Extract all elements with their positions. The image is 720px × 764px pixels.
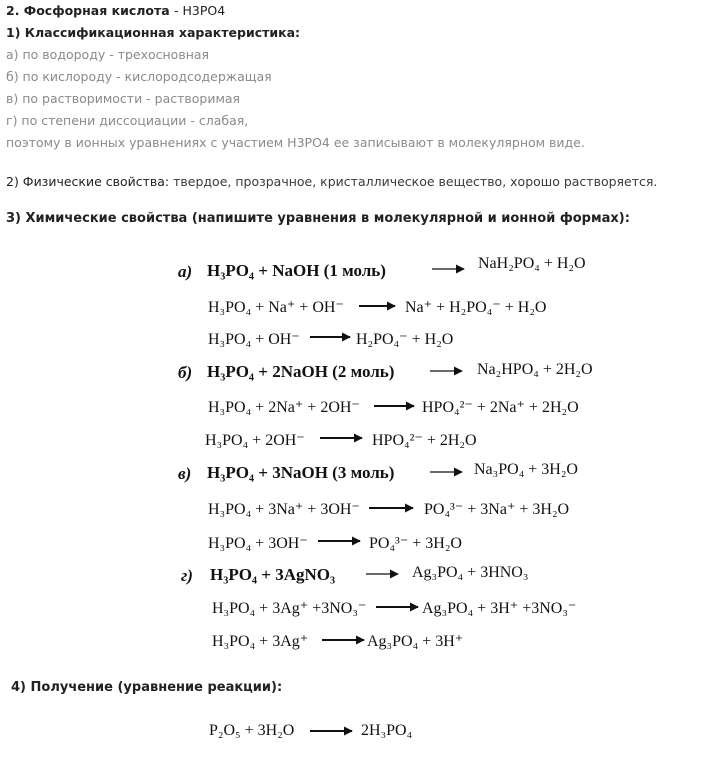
classification-note: поэтому в ионных уравнениях с участием H3PO4 ее записывают в молекулярном виде. <box>6 135 585 150</box>
reaction-d-molecular-arrow <box>364 567 400 581</box>
reaction-d-ionic-short-right: Ag₃PO₄ + 3H⁺ <box>367 633 464 650</box>
reaction-d-ionic-full-left: H₃PO₄ + 3Ag⁺ +3NO₃⁻ <box>212 600 367 617</box>
reaction-a-ionic-full-left: H₃PO₄ + Na⁺ + OH⁻ <box>208 299 344 316</box>
reaction-c-label: в) <box>178 464 192 483</box>
reaction-a-ionic-full-arrow <box>357 299 397 313</box>
reaction-c-molecular-right: Na₃PO₄ + 3H₂O <box>474 461 578 478</box>
reaction-a-label: а) <box>178 262 193 281</box>
classification-item-dissociation: г) по степени диссоциации - слабая, <box>6 113 249 128</box>
reaction-a-molecular-right: NaH₂PO₄ + H₂O <box>478 255 586 272</box>
reaction-c-molecular-arrow <box>428 465 464 479</box>
reaction-b-ionic-short-arrow <box>318 431 364 445</box>
section-title: 2. Фосфорная кислота <box>6 3 170 18</box>
reaction-d-molecular-right: Ag₃PO₄ + 3HNO₃ <box>412 564 529 581</box>
preparation-heading: 4) Получение (уравнение реакции): <box>11 680 283 695</box>
reaction-a-molecular-left: H₃PO₄ + NaOH (1 моль) <box>207 261 386 280</box>
reaction-c-ionic-short-arrow <box>316 534 362 548</box>
reaction-a-molecular-arrow <box>430 262 466 276</box>
classification-heading: 1) Классификационная характеристика: <box>6 25 301 40</box>
reaction-c-ionic-full-arrow <box>367 501 415 515</box>
reaction-b-molecular-arrow <box>428 364 464 378</box>
preparation-right: 2H₃PO₄ <box>361 722 413 739</box>
reaction-c-ionic-full-right: PO₄³⁻ + 3Na⁺ + 3H₂O <box>424 501 570 518</box>
chemical-heading: 3) Химические свойства (напишите уравнения в молекулярной и ионной формах): <box>6 211 630 226</box>
reaction-c-molecular-left: H₃PO₄ + 3NaOH (3 моль) <box>207 463 395 482</box>
reaction-d-ionic-full-right: Ag₃PO₄ + 3H⁺ +3NO₃⁻ <box>422 600 577 617</box>
preparation-left: P₂O₅ + 3H₂O <box>209 722 295 739</box>
reaction-b-ionic-full-left: H₃PO₄ + 2Na⁺ + 2OH⁻ <box>208 399 360 416</box>
physical-text: твердое, прозрачное, кристаллическое вещество, хорошо растворяется. <box>173 174 658 189</box>
reaction-b-ionic-short-right: HPO₄²⁻ + 2H₂O <box>372 432 477 449</box>
reaction-c-ionic-short-left: H₃PO₄ + 3OH⁻ <box>208 535 308 552</box>
reaction-d-ionic-full-arrow <box>374 600 420 614</box>
reaction-a-ionic-full-right: Na⁺ + H₂PO₄⁻ + H₂O <box>405 299 547 316</box>
reaction-b-ionic-full-arrow <box>372 399 416 413</box>
reaction-a-ionic-short-right: H₂PO₄⁻ + H₂O <box>356 331 454 348</box>
preparation-arrow <box>308 724 354 738</box>
classification-item-solubility: в) по растворимости - растворимая <box>6 91 241 106</box>
classification-item-hydrogen: а) по водороду - трехосновная <box>6 47 210 62</box>
reaction-d-molecular-left: H₃PO₄ + 3AgNO₃ <box>210 565 336 584</box>
reaction-a-ionic-short-left: H₃PO₄ + OH⁻ <box>208 331 300 348</box>
physical-label: 2) Физические свойства: <box>6 174 170 189</box>
section-formula: - H3PO4 <box>174 3 226 18</box>
reaction-c-ionic-full-left: H₃PO₄ + 3Na⁺ + 3OH⁻ <box>208 501 360 518</box>
classification-item-oxygen: б) по кислороду - кислородсодержащая <box>6 69 272 84</box>
reaction-b-molecular-left: H₃PO₄ + 2NaOH (2 моль) <box>207 362 395 381</box>
reaction-c-ionic-short-right: PO₄³⁻ + 3H₂O <box>369 535 462 552</box>
reaction-d-ionic-short-left: H₃PO₄ + 3Ag⁺ <box>212 633 309 650</box>
reaction-b-label: б) <box>178 363 193 382</box>
reaction-a-ionic-short-arrow <box>308 330 352 344</box>
reaction-d-label: г) <box>181 566 193 585</box>
reaction-b-molecular-right: Na₂HPO₄ + 2H₂O <box>477 361 593 378</box>
reaction-b-ionic-short-left: H₃PO₄ + 2OH⁻ <box>205 432 305 449</box>
reaction-d-ionic-short-arrow <box>320 633 366 647</box>
reaction-b-ionic-full-right: HPO₄²⁻ + 2Na⁺ + 2H₂O <box>422 399 579 416</box>
